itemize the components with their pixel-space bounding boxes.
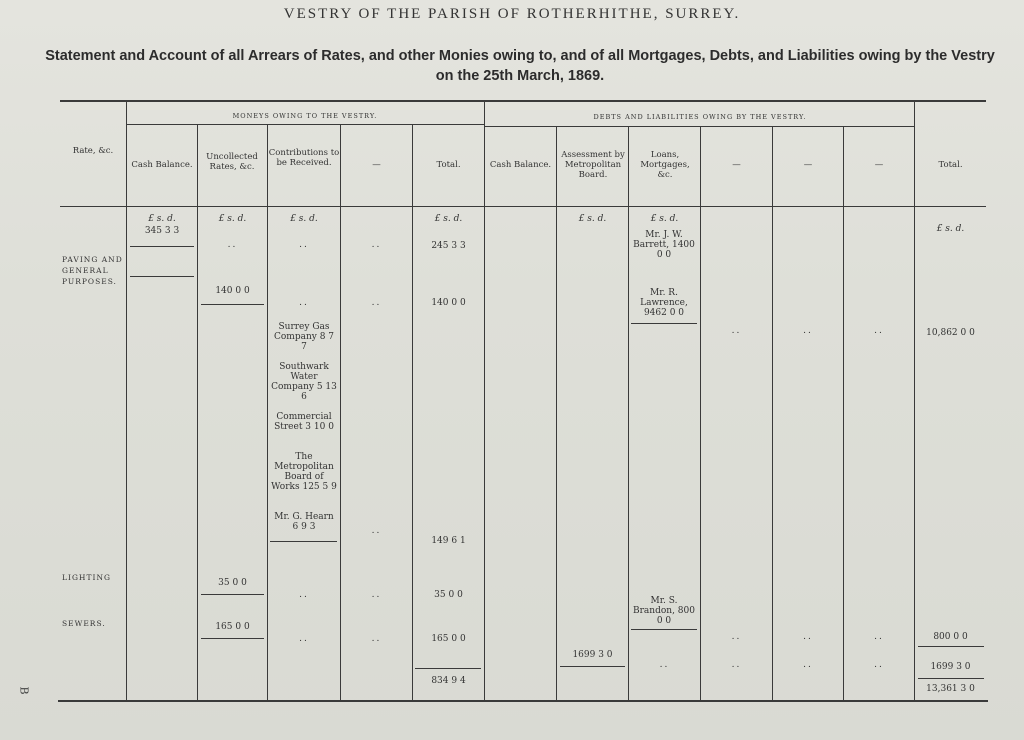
dots: .. [371,240,382,250]
group-header-owing-by: DEBTS AND LIABILITIES OWING BY THE VESTRY. [593,113,807,121]
col-header-dash-3: — [803,160,813,170]
col-header-dash: — [372,160,381,170]
col-rule [484,101,485,701]
col-rule [340,124,341,701]
unit-label: £ s. d. [650,214,679,224]
group-rule-left [126,124,484,125]
dots: .. [803,326,813,336]
dots: .. [659,660,670,670]
contrib-water: Southwark Water Company 5 13 6 [271,362,337,402]
col-header-total-2: Total. [938,160,963,170]
uncollected-1: 140 0 0 [215,286,250,296]
unit-label: £ s. d. [434,214,463,224]
col-header-cash-balance: Cash Balance. [131,160,193,170]
paving-total-2: 140 0 0 [431,298,466,308]
dots: .. [299,590,309,600]
contrib-gas: Surrey Gas Company 8 7 7 [273,322,335,352]
contrib-mbw: The Metropolitan Board of Works 125 5 9 [271,452,337,492]
lighting-total: 35 0 0 [434,590,463,600]
dots: .. [874,326,884,336]
assessment-1699: 1699 3 0 [572,650,613,660]
unit-label: £ s. d. [290,214,318,224]
dots: .. [371,634,382,644]
unit-label: £ s. d. [148,214,176,224]
col-header-cash-balance-2: Cash Balance. [489,160,552,170]
grand-1699: 1699 3 0 [930,662,971,672]
col-header-loans: Loans, Mortgages, &c. [640,150,690,180]
category-sewers: SEWERS. [62,619,106,628]
dots: .. [299,634,309,644]
col-header-assessment: Assessment by Metropolitan Board. [561,150,625,180]
contrib-commercial: Commercial Street 3 10 0 [274,412,334,432]
col-header-dash-4: — [874,160,884,170]
dots: .. [803,632,813,642]
rule [270,541,337,542]
page-number: B [17,686,31,695]
col-rule [556,126,557,701]
rule [201,304,264,305]
rule [130,246,194,247]
document-subtitle: Statement and Account of all Arrears of Rates, and other Monies owing to, and of all Mortgages, Debts, and Liabilities owing by the Vestry on the 25th March, 1869. [45,48,995,84]
col-header-uncollected: Uncollected Rates, &c. [206,152,258,172]
dots: .. [874,660,884,670]
col-header-rate: Rate, &c. [72,146,114,156]
col-header-dash-2: — [732,160,741,170]
group-rule-right [484,126,914,127]
dots: .. [227,240,238,250]
sewers-uncollected: 165 0 0 [215,622,250,632]
dots: .. [299,240,309,250]
rule [130,276,194,277]
dots: .. [371,526,382,536]
col-rule [126,101,127,701]
dots: .. [803,660,813,670]
dots: .. [874,632,884,642]
table-top-rule [60,100,986,102]
category-paving: PAVING AND GENERAL PURPOSES. [62,255,123,286]
rule [918,646,984,647]
sewers-total: 165 0 0 [431,634,466,644]
dots: .. [371,298,382,308]
dots: .. [731,632,742,642]
document-header: VESTRY OF THE PARISH OF ROTHERHITHE, SURREY. [283,6,741,22]
rule [631,629,697,630]
col-rule [772,126,773,701]
dots: .. [371,590,382,600]
contrib-hearn: Mr. G. Hearn 6 9 3 [274,512,334,532]
col-rule [628,126,629,701]
rule [918,678,984,679]
col-rule [700,126,701,701]
col-header-contributions: Contributions to be Received. [268,148,340,168]
paving-total-1: 245 3 3 [431,241,466,251]
contrib-total: 149 6 1 [431,536,466,546]
dots: .. [299,298,309,308]
loan-barrett: Mr. J. W. Barrett, 1400 0 0 [633,230,695,260]
rule [201,594,264,595]
col-header-total: Total. [436,160,461,170]
col-rule [843,126,844,701]
lighting-uncollected: 35 0 0 [218,578,247,588]
paving-cash-balance: 345 3 3 [144,226,180,236]
dots: .. [731,326,742,336]
header-bottom-rule [60,206,986,207]
rule [560,666,625,667]
dots: .. [731,660,742,670]
loan-lawrence: Mr. R. Lawrence, 9462 0 0 [640,288,688,318]
col-rule [914,101,915,701]
overall-total: 834 9 4 [431,676,466,686]
group-header-owing-to: MONEYS OWING TO THE VESTRY. [232,112,378,120]
unit-label: £ s. d. [936,224,965,234]
unit-label: £ s. d. [218,214,247,224]
col-rule [412,124,413,701]
category-lighting: LIGHTING [62,573,111,582]
paving-grand-total: 10,862 0 0 [926,328,975,338]
rule [415,668,481,669]
sewers-grand-total: 800 0 0 [933,632,968,642]
rule [201,638,264,639]
unit-label: £ s. d. [578,214,607,224]
col-rule [197,124,198,701]
col-rule [267,124,268,701]
loan-brandon: Mr. S. Brandon, 800 0 0 [633,596,695,626]
overall-grand-total: 13,361 3 0 [926,684,975,694]
rule [631,323,697,324]
